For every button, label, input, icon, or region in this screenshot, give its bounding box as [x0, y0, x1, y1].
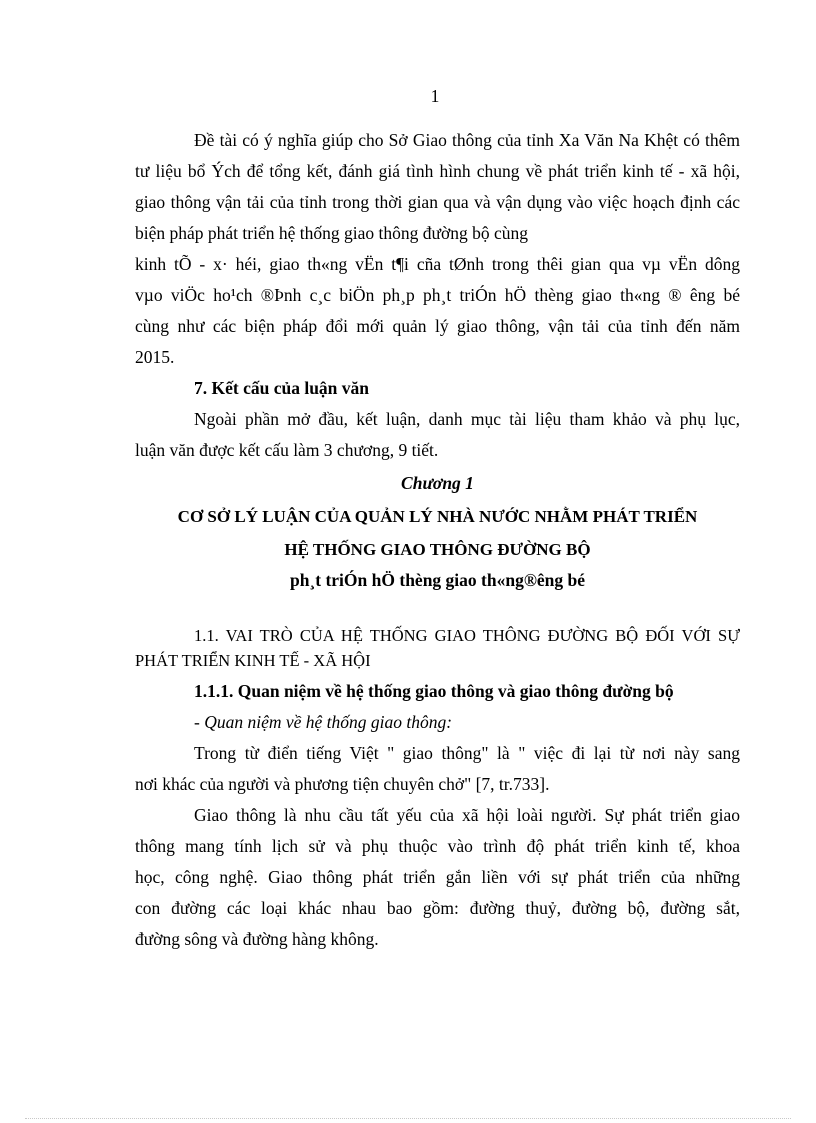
garbled-line-2: vµo viÖc ho¹ch ®Þnh c¸c biÖn ph¸p ph¸t triÓn hÖ thèng giao th«ng ® êng bé: [135, 285, 740, 305]
chapter-title-garbled: ph¸t triÓn hÖ thèng giao th«ng®êng bé: [289, 570, 586, 590]
paragraph-transport-line-4: con đường các loại khác nhau bao gồm: đường thuỷ, đường bộ, đường sắt,: [135, 898, 740, 918]
garbled-line-1: kinh tÕ - x· héi, giao th«ng vËn t¶i cña tØnh trong thêi gian qua vµ vËn dông: [135, 254, 740, 274]
paragraph-end: 2015.: [135, 347, 175, 367]
page-bottom-divider: [25, 1118, 791, 1119]
section-1-1-1-heading: 1.1.1. Quan niệm về hệ thống giao thông và giao thông đường bộ: [194, 681, 674, 701]
paragraph-structure-line-1: Ngoài phần mở đầu, kết luận, danh mục tài liệu tham khảo và phụ lục,: [194, 409, 740, 429]
section-7-heading: 7. Kết cấu của luận văn: [194, 378, 370, 398]
page-number: 1: [430, 86, 440, 106]
paragraph-transport-line-5: đường sông và đường hàng không.: [135, 929, 379, 949]
paragraph-significance: Đề tài có ý nghĩa giúp cho Sở Giao thông của tỉnh Xa Văn Na Khệt có thêm tư liệu bổ Ých để tổng kết, đánh giá tình hình chung về phát triển kinh tế - xã hội, giao thông vận tải của tỉnh trong thời gian qua và vận dụng vào việc hoạch định các biện pháp phát triển hệ thống giao thông đường bộ cùng: [135, 130, 740, 243]
paragraph-transport-line-3: học, công nghệ. Giao thông phát triển gắn liền với sự phát triển của những: [135, 867, 740, 887]
section-1-1-heading-line-2: PHÁT TRIỂN KINH TẾ - XÃ HỘI: [135, 651, 371, 670]
italic-subheading: - Quan niệm về hệ thống giao thông:: [194, 712, 453, 732]
paragraph-transport-line-2: thông mang tính lịch sử và phụ thuộc vào trình độ phát triển kinh tế, khoa: [135, 836, 740, 856]
paragraph-structure-line-2: luận văn được kết cấu làm 3 chương, 9 tiết.: [135, 440, 439, 460]
section-1-1-heading-line-1: 1.1. VAI TRÒ CỦA HỆ THỐNG GIAO THÔNG ĐƯỜNG BỘ ĐỐI VỚI SỰ: [194, 626, 740, 645]
paragraph-dictionary-line-1: Trong từ điển tiếng Việt " giao thông" là " việc đi lại từ nơi này sang: [194, 743, 740, 763]
chapter-title-line-1: CƠ SỞ LÝ LUẬN CỦA QUẢN LÝ NHÀ NƯỚC NHẰM PHÁT TRIỂN: [177, 507, 698, 526]
paragraph-continuation: cùng như các biện pháp đổi mới quản lý giao thông, vận tải của tỉnh đến năm: [135, 316, 740, 336]
paragraph-transport-line-1: Giao thông là nhu cầu tất yếu của xã hội loài người. Sự phát triển giao: [194, 805, 740, 825]
chapter-label: Chương 1: [401, 473, 474, 493]
chapter-title-line-2: HỆ THỐNG GIAO THÔNG ĐƯỜNG BỘ: [284, 540, 591, 559]
paragraph-dictionary-line-2: nơi khác của người và phương tiện chuyên chở" [7, tr.733].: [135, 774, 550, 794]
